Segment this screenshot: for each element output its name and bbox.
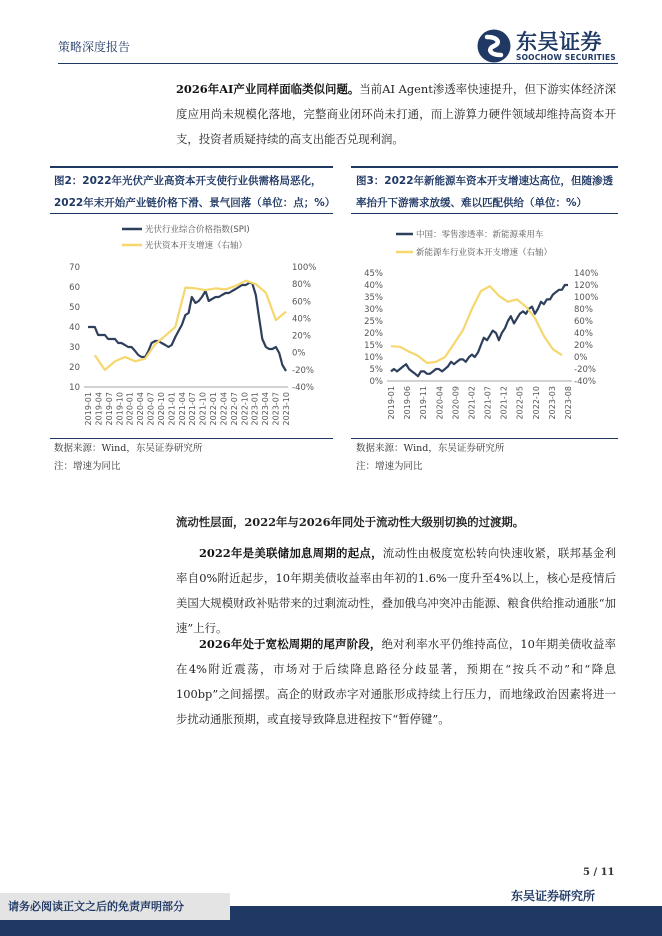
- left-axis-tick-label: 10: [69, 383, 80, 393]
- logo-text-en: SOOCHOW SECURITIES: [516, 53, 616, 62]
- left-axis-tick-label: 0%: [369, 377, 383, 387]
- x-axis-tick-label: 2019-07: [104, 392, 114, 426]
- soochow-logo: [476, 26, 616, 66]
- x-axis-tick-label: 2019-01: [387, 386, 396, 420]
- right-axis-tick-label: 20%: [292, 331, 311, 342]
- paragraph-2022-body: 流动性由极度宽松转向快速收紧，联邦基金利率自0%附近起步，10年期美债收益率由年初的1.6%一度升至4%以上，核心是疫情后美国大规模财政补贴带来的过剩流动性，叠加俄乌冲突冲击能源、粮食供给推动通胀“加速”上行。: [176, 546, 616, 635]
- right-axis-tick-label: 0%: [574, 353, 588, 363]
- fig2-top-rule: [50, 166, 333, 168]
- left-axis-tick-label: 45%: [364, 269, 383, 279]
- fig3-title-rule: [351, 213, 618, 214]
- left-axis-tick-label: 20: [69, 363, 80, 373]
- left-axis-tick-label: 5%: [369, 365, 383, 375]
- soochow-logo-icon: [476, 28, 512, 64]
- footer-org: 东吴证券研究所: [511, 889, 596, 903]
- right-axis-tick-label: 0%: [292, 348, 306, 359]
- fig3-legend-label-penetration: 中国：零售渗透率：新能源乘用车: [416, 230, 544, 240]
- paragraph-2022-lead: 2022年是美联储加息周期的起点，: [199, 546, 383, 560]
- x-axis-tick-label: 2022-01: [209, 392, 219, 426]
- x-axis-tick-label: 2020-09: [451, 386, 461, 420]
- left-axis-tick-label: 30%: [364, 305, 383, 315]
- fig2-bottom-rule: [50, 438, 333, 439]
- fig2-series: [88, 281, 286, 371]
- x-axis-tick-label: 2022-04: [219, 392, 229, 426]
- x-axis-tick-label: 2023-07: [271, 392, 281, 426]
- disclaimer-note: 请务必阅读正文之后的免责声明部分: [0, 893, 230, 920]
- right-axis-tick-label: 60%: [292, 297, 311, 308]
- fig3-series: [391, 285, 568, 376]
- fig3-bottom-rule: [351, 438, 618, 439]
- x-axis-tick-label: 2019-06: [403, 386, 413, 420]
- right-axis-tick-label: 140%: [574, 269, 599, 279]
- x-axis-tick-label: 2020-04: [435, 386, 445, 420]
- fig2-title-rule: [50, 213, 333, 214]
- right-axis-tick-label: -20%: [574, 365, 596, 375]
- x-axis-tick-label: 2023-08: [564, 386, 573, 420]
- x-axis-tick-label: 2019-11: [419, 386, 429, 420]
- fig3-legend: [396, 229, 552, 258]
- left-axis-tick-label: 30: [69, 343, 80, 353]
- series-line-1: [88, 283, 286, 371]
- fig3-left-axis: [364, 269, 383, 387]
- right-axis-tick-label: 100%: [292, 263, 317, 273]
- x-axis-tick-label: 2023-01: [250, 392, 260, 426]
- fig2-right-axis: [292, 263, 316, 393]
- right-axis-tick-label: 80%: [574, 305, 593, 315]
- series-line-2: [391, 286, 562, 363]
- fig2-source: 数据来源：Wind，东吴证券研究所: [54, 443, 203, 454]
- paragraph-liquidity: 流动性层面，2022年与2026年同处于流动性大级别切换的过渡期。: [176, 515, 525, 529]
- right-axis-tick-label: -40%: [574, 377, 596, 387]
- x-axis-tick-label: 2023-03: [547, 386, 557, 420]
- x-axis-tick-label: 2021-07: [188, 392, 198, 426]
- x-axis-tick-label: 2023-04: [261, 392, 271, 426]
- paragraph-2026-lead: 2026年处于宽松周期的尾声阶段，: [199, 637, 382, 651]
- fig2-title: 图2：2022年光伏产业高资本开支使行业供需格局恶化，2022年末开始产业链价格下滑、景气回落（单位：点；%）: [54, 175, 336, 209]
- right-axis-tick-label: 120%: [574, 281, 599, 291]
- right-axis-tick-label: 40%: [292, 314, 311, 325]
- fig3-source: 数据来源：Wind，东吴证券研究所: [356, 443, 505, 454]
- x-axis-tick-label: 2022-07: [229, 392, 239, 426]
- fig3-note: 注：增速为同比: [356, 461, 423, 472]
- fig2-note: 注：增速为同比: [54, 461, 121, 472]
- x-axis-tick-label: 2022-10: [240, 392, 250, 426]
- header-divider: [58, 63, 618, 64]
- series-line-2: [95, 281, 286, 370]
- right-axis-tick-label: 100%: [574, 293, 599, 303]
- logo-text-cn: 东吴证券: [516, 30, 602, 54]
- right-axis-tick-label: 40%: [574, 329, 593, 339]
- fig3-chart: [351, 216, 618, 438]
- left-axis-tick-label: 10%: [364, 353, 383, 363]
- x-axis-tick-label: 2022-10: [531, 386, 541, 420]
- left-axis-tick-label: 15%: [364, 341, 383, 351]
- x-axis-tick-label: 2021-04: [177, 392, 187, 426]
- left-axis-tick-label: 40: [69, 323, 80, 333]
- x-axis-tick-label: 2020-10: [156, 392, 166, 426]
- fig2-legend: [122, 224, 250, 251]
- x-axis-tick-label: 2020-04: [136, 392, 146, 426]
- paragraph-ai-industry-lead: 2026年AI产业同样面临类似问题。: [176, 82, 360, 96]
- right-axis-tick-label: 80%: [292, 280, 311, 291]
- page-number: 5 / 11: [583, 867, 615, 878]
- x-axis-tick-label: 2022-05: [515, 386, 525, 420]
- left-axis-tick-label: 20%: [364, 329, 383, 339]
- left-axis-tick-label: 70: [69, 263, 80, 273]
- x-axis-tick-label: 2020-01: [125, 392, 135, 426]
- fig2-x-axis: [84, 392, 291, 425]
- x-axis-tick-label: 2021-12: [499, 386, 509, 420]
- x-axis-tick-label: 2021-01: [167, 392, 177, 426]
- x-axis-tick-label: 2019-01: [84, 392, 93, 426]
- left-axis-tick-label: 40%: [364, 281, 383, 291]
- paragraph-ai-industry: [176, 77, 616, 152]
- x-axis-tick-label: 2021-07: [483, 386, 493, 420]
- fig2-chart: [50, 216, 333, 438]
- x-axis-tick-label: 2023-10: [282, 392, 291, 426]
- left-axis-tick-label: 50: [69, 303, 80, 313]
- fig2-left-axis: [69, 263, 80, 393]
- left-axis-tick-label: 25%: [364, 317, 383, 327]
- fig2-legend-label-spi: 光伏行业综合价格指数(SPI): [145, 225, 250, 235]
- fig3-top-rule: [351, 166, 618, 168]
- x-axis-tick-label: 2021-10: [198, 392, 208, 426]
- left-axis-tick-label: 35%: [364, 293, 383, 303]
- x-axis-tick-label: 2019-04: [94, 392, 104, 426]
- right-axis-tick-label: -40%: [292, 383, 314, 393]
- paragraph-2026: [176, 632, 616, 732]
- fig3-x-axis: [387, 386, 573, 419]
- fig3-legend-label-capex: 新能源车行业资本开支增速（右轴）: [416, 248, 553, 258]
- x-axis-tick-label: 2019-10: [115, 392, 125, 426]
- left-axis-tick-label: 60: [69, 283, 80, 293]
- report-type-label: 策略深度报告: [58, 40, 131, 54]
- right-axis-tick-label: -20%: [292, 365, 314, 376]
- x-axis-tick-label: 2021-02: [467, 386, 477, 420]
- paragraph-2022: [176, 541, 616, 641]
- fig3-right-axis: [574, 269, 598, 387]
- x-axis-tick-label: 2020-07: [146, 392, 156, 426]
- paragraph-2026-body: 绝对利率水平仍维持高位，10年期美债收益率在4%附近震荡，市场对于后续降息路径分歧显著，预期在“按兵不动”和“降息100bp”之间摇摆。高企的财政赤字对通胀形成持续上行压力，而地缘政治因素将进一步扰动通胀预期，或直接导致降息进程按下“暂停键”。: [176, 637, 616, 726]
- fig3-title: 图3：2022年新能源车资本开支增速达高位，但随渗透率抬升下游需求放缓、难以匹配供给（单位：%）: [356, 175, 614, 209]
- paragraph-ai-industry-body: 当前AI Agent渗透率快速提升，但下游实体经济深度应用尚未规模化落地，完整商业闭环尚未打通，而上游算力硬件领域却维持高资本开支，投资者质疑持续的高支出能否兑现利润。: [176, 82, 616, 146]
- fig2-legend-label-capex: 光伏资本开支增速（右轴）: [145, 241, 248, 251]
- right-axis-tick-label: 20%: [574, 341, 593, 351]
- right-axis-tick-label: 60%: [574, 317, 593, 327]
